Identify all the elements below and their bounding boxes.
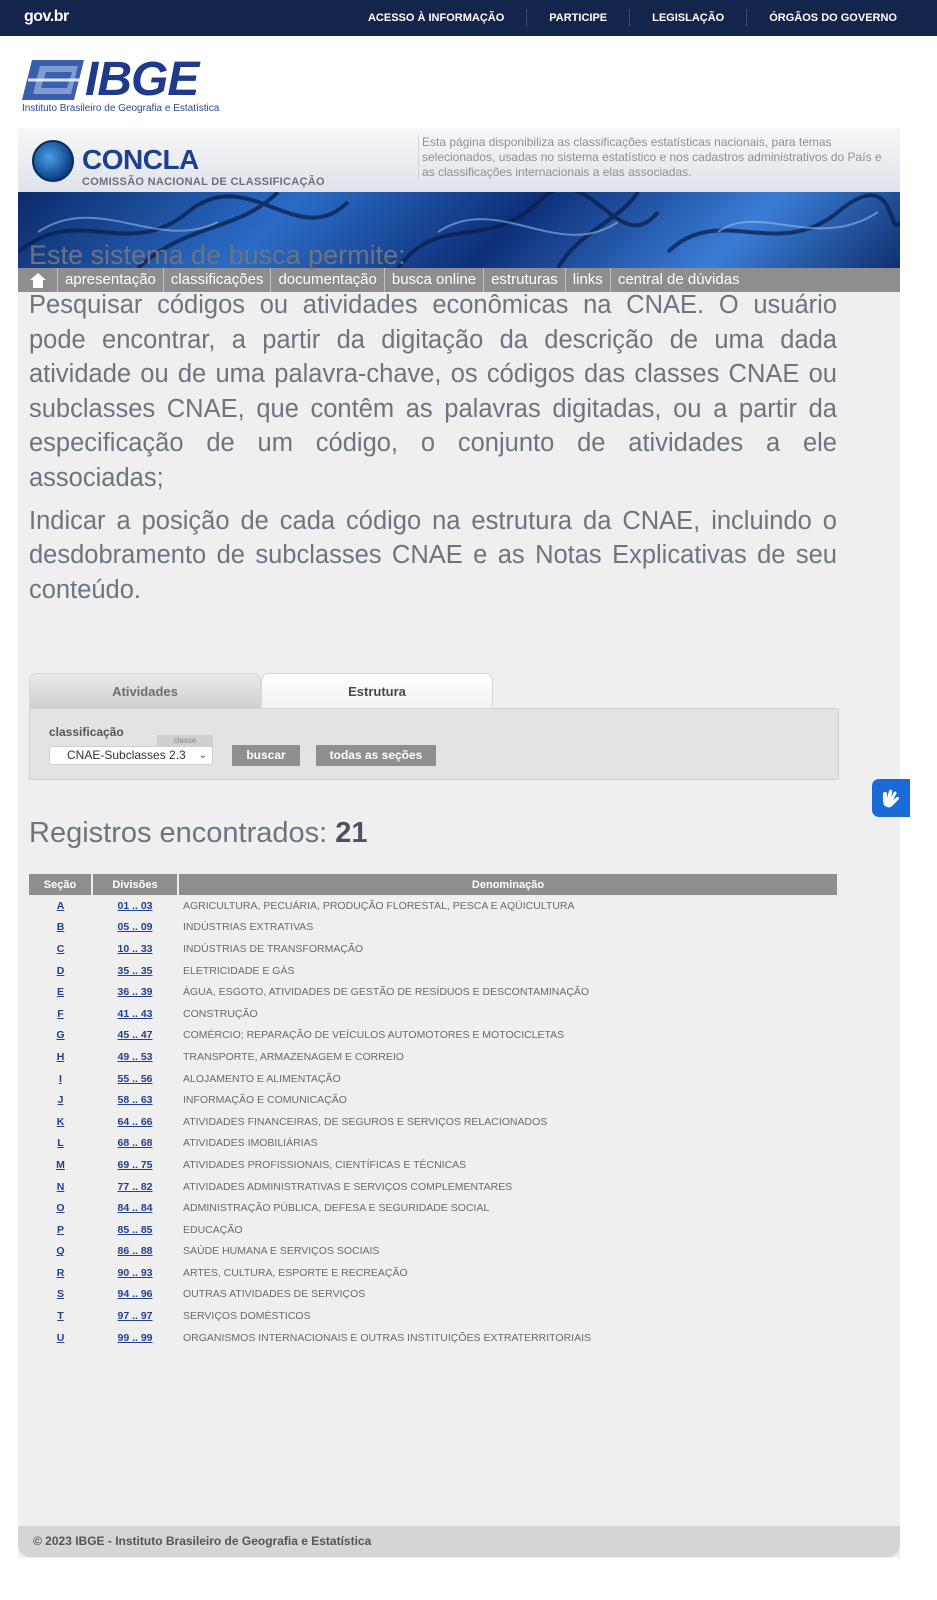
section-link[interactable]: R xyxy=(56,1266,65,1279)
results-label: Registros encontrados: xyxy=(29,817,328,849)
divisions-link[interactable]: 05 .. 09 xyxy=(117,921,153,934)
table-row xyxy=(29,917,837,939)
denomination: OUTRAS ATIVIDADES DE SERVIÇOS xyxy=(183,1288,366,1301)
divisions-link[interactable]: 94 .. 96 xyxy=(117,1288,153,1301)
concla-title[interactable]: CONCLA xyxy=(82,144,199,175)
section-link[interactable]: A xyxy=(56,899,65,912)
table-row xyxy=(29,1111,837,1133)
concla-subtitle: COMISSÃO NACIONAL DE CLASSIFICAÇÃO xyxy=(82,176,325,188)
denomination: ATIVIDADES FINANCEIRAS, DE SEGUROS E SERVIÇOS RELACIONADOS xyxy=(183,1115,548,1128)
divisions-link[interactable]: 45 .. 47 xyxy=(117,1029,153,1042)
gov-link-orgaos[interactable]: ÓRGÃOS DO GOVERNO xyxy=(746,9,919,27)
todas-secoes-button[interactable]: todas as seções xyxy=(316,745,436,766)
section-link[interactable]: C xyxy=(56,942,65,955)
divisions-link[interactable]: 35 .. 35 xyxy=(117,964,153,977)
section-link[interactable]: I xyxy=(59,1072,62,1085)
ibge-mark-icon xyxy=(22,60,84,100)
table-row xyxy=(29,1089,837,1111)
menu-links[interactable]: links xyxy=(566,268,611,292)
divisions-link[interactable]: 86 .. 88 xyxy=(117,1245,153,1258)
table-row xyxy=(29,1197,837,1219)
section-link[interactable]: J xyxy=(57,1094,64,1107)
divisions-link[interactable]: 99 .. 99 xyxy=(117,1331,153,1344)
denomination: ATIVIDADES ADMINISTRATIVAS E SERVIÇOS COMPLEMENTARES xyxy=(183,1180,513,1193)
menu-classificacoes[interactable]: classificações xyxy=(164,268,272,292)
section-link[interactable]: N xyxy=(56,1180,65,1193)
results-number: 21 xyxy=(335,817,368,849)
header-denominacao: Denominação xyxy=(178,874,837,895)
intro-section xyxy=(29,237,837,615)
classe-hint: classe xyxy=(157,735,213,747)
section-link[interactable]: S xyxy=(56,1288,64,1301)
section-link[interactable]: T xyxy=(57,1310,64,1323)
divisions-link[interactable]: 90 .. 93 xyxy=(117,1266,153,1279)
denomination: INDÚSTRIAS EXTRATIVAS xyxy=(183,921,314,934)
concla-header xyxy=(18,128,900,192)
intro-paragraph-2: Indicar a posição de cada código na estrutura da CNAE, incluindo o desdobramento de subclasses CNAE e as Notas Explicativas de seu conteúdo. xyxy=(29,506,837,604)
section-link[interactable]: G xyxy=(56,1029,65,1042)
divisions-link[interactable]: 77 .. 82 xyxy=(117,1180,153,1193)
denomination: ATIVIDADES IMOBILIÁRIAS xyxy=(183,1137,318,1150)
section-link[interactable]: O xyxy=(56,1202,65,1215)
results-count xyxy=(29,817,368,850)
table-row xyxy=(29,1262,837,1284)
menu-apresentacao[interactable]: apresentação xyxy=(58,268,164,292)
denomination: ADMINISTRAÇÃO PÚBLICA, DEFESA E SEGURIDADE SOCIAL xyxy=(183,1202,490,1215)
gov-links xyxy=(346,0,919,36)
table-row xyxy=(29,1219,837,1241)
tab-atividades[interactable]: Atividades xyxy=(29,673,261,709)
divisions-link[interactable]: 10 .. 33 xyxy=(117,942,153,955)
table-row xyxy=(29,1025,837,1047)
denomination: SERVIÇOS DOMÉSTICOS xyxy=(183,1310,311,1323)
accessibility-button[interactable] xyxy=(872,779,910,817)
footer: © 2023 IBGE - Instituto Brasileiro de Geografia e Estatística xyxy=(18,1526,900,1557)
divisions-link[interactable]: 41 .. 43 xyxy=(117,1007,153,1020)
section-link[interactable]: K xyxy=(56,1115,65,1128)
table-row xyxy=(29,938,837,960)
gov-link-legislacao[interactable]: LEGISLAÇÃO xyxy=(629,9,746,27)
denomination: ELETRICIDADE E GÁS xyxy=(183,964,295,977)
table-row xyxy=(29,1327,837,1349)
section-link[interactable]: M xyxy=(56,1158,65,1171)
gov-link-acesso[interactable]: ACESSO À INFORMAÇÃO xyxy=(367,12,505,24)
denomination: TRANSPORTE, ARMAZENAGEM E CORREIO xyxy=(183,1050,404,1063)
table-header-row xyxy=(29,874,837,895)
divisions-link[interactable]: 55 .. 56 xyxy=(117,1072,153,1085)
divisions-link[interactable]: 84 .. 84 xyxy=(117,1202,153,1215)
divisions-link[interactable]: 01 .. 03 xyxy=(117,899,153,912)
classification-select[interactable] xyxy=(49,746,213,765)
divisions-link[interactable]: 85 .. 85 xyxy=(117,1223,153,1236)
table-row xyxy=(29,1068,837,1090)
section-link[interactable]: D xyxy=(56,964,65,977)
denomination: ATIVIDADES PROFISSIONAIS, CIENTÍFICAS E TÉCNICAS xyxy=(183,1158,467,1171)
ibge-wordmark: IBGE xyxy=(85,53,199,106)
concla-description: Esta página disponibiliza as classificações estatísticas nacionais, para temas selecionados, usadas no sistema estatístico e nos cadastros administrativos do País e as classificações internacionais a elas associadas. xyxy=(418,135,896,180)
denomination: CONSTRUÇÃO xyxy=(183,1007,258,1020)
denomination: ARTES, CULTURA, ESPORTE E RECREAÇÃO xyxy=(183,1266,408,1279)
section-link[interactable]: L xyxy=(57,1137,64,1150)
menu-documentacao[interactable]: documentação xyxy=(271,268,384,292)
header-divisoes: Divisões xyxy=(92,874,178,895)
intro-paragraph-1: Pesquisar códigos ou atividades econômicas na CNAE. O usuário pode encontrar, a partir da digitação da descrição de uma dada atividade ou de uma palavra-chave, os códigos das classes CNAE ou subclasses CNAE, que contêm as palavras digitadas, ou a partir da especificação de um código, o conjunto de atividades a ele associadas; xyxy=(29,291,837,492)
header-secao: Seção xyxy=(29,874,92,895)
denomination: AGRICULTURA, PECUÁRIA, PRODUÇÃO FLORESTAL, PESCA E AQÜICULTURA xyxy=(183,899,575,912)
divisions-link[interactable]: 69 .. 75 xyxy=(117,1158,153,1171)
table-row xyxy=(29,1133,837,1155)
menu-central-duvidas[interactable]: central de dúvidas xyxy=(617,271,740,288)
chevron-down-icon: ⌄ xyxy=(198,750,207,761)
divisions-link[interactable]: 64 .. 66 xyxy=(117,1115,153,1128)
ibge-subtitle: Instituto Brasileiro de Geografia e Estatística xyxy=(22,103,220,114)
denomination: EDUCAÇÃO xyxy=(183,1223,243,1236)
classificacao-label: classificação xyxy=(49,725,124,739)
gov-bar xyxy=(0,0,937,36)
denomination: ORGANISMOS INTERNACIONAIS E OUTRAS INSTITUIÇÕES EXTRATERRITORIAIS xyxy=(183,1331,591,1344)
table-row xyxy=(29,1284,837,1306)
table-row xyxy=(29,895,837,917)
table-row xyxy=(29,1241,837,1263)
divisions-link[interactable]: 97 .. 97 xyxy=(117,1310,153,1323)
hand-sign-icon xyxy=(879,786,903,810)
denomination: ÁGUA, ESGOTO, ATIVIDADES DE GESTÃO DE RESÍDUOS E DESCONTAMINAÇÃO xyxy=(183,986,590,999)
globe-icon xyxy=(32,140,74,182)
search-panel xyxy=(29,708,839,780)
govbr-logo[interactable]: gov.br xyxy=(24,8,69,25)
section-link[interactable]: H xyxy=(56,1050,65,1063)
table-row xyxy=(29,1176,837,1198)
divisions-link[interactable]: 36 .. 39 xyxy=(117,986,153,999)
menu-busca-online[interactable]: busca online xyxy=(385,268,484,292)
classification-select-value: CNAE-Subclasses 2.3 xyxy=(67,748,186,762)
denomination: COMÉRCIO; REPARAÇÃO DE VEÍCULOS AUTOMOTORES E MOTOCICLETAS xyxy=(183,1029,565,1042)
table-row xyxy=(29,981,837,1003)
denomination: SAÚDE HUMANA E SERVIÇOS SOCIAIS xyxy=(183,1245,380,1258)
results-table xyxy=(29,874,837,1348)
table-row xyxy=(29,1003,837,1025)
tab-estrutura[interactable]: Estrutura xyxy=(261,673,493,709)
divisions-link[interactable]: 49 .. 53 xyxy=(117,1050,153,1063)
section-link[interactable]: Q xyxy=(56,1245,65,1258)
table-row xyxy=(29,1154,837,1176)
menu-estruturas[interactable]: estruturas xyxy=(484,268,566,292)
table-row xyxy=(29,1046,837,1068)
denomination: INFORMAÇÃO E COMUNICAÇÃO xyxy=(183,1094,347,1107)
table-row xyxy=(29,960,837,982)
denomination: INDÚSTRIAS DE TRANSFORMAÇÃO xyxy=(183,942,364,955)
divisions-link[interactable]: 58 .. 63 xyxy=(117,1094,153,1107)
gov-link-participe[interactable]: PARTICIPE xyxy=(526,9,629,27)
section-link[interactable]: P xyxy=(56,1223,64,1236)
section-link[interactable]: B xyxy=(56,921,65,934)
section-link[interactable]: U xyxy=(56,1331,65,1344)
section-link[interactable]: E xyxy=(56,986,64,999)
section-link[interactable]: F xyxy=(57,1007,64,1020)
denomination: ALOJAMENTO E ALIMENTAÇÃO xyxy=(183,1072,341,1085)
divisions-link[interactable]: 68 .. 68 xyxy=(117,1137,153,1150)
buscar-button[interactable]: buscar xyxy=(232,745,300,766)
intro-heading: Este sistema de busca permite: xyxy=(29,240,406,270)
table-row xyxy=(29,1305,837,1327)
